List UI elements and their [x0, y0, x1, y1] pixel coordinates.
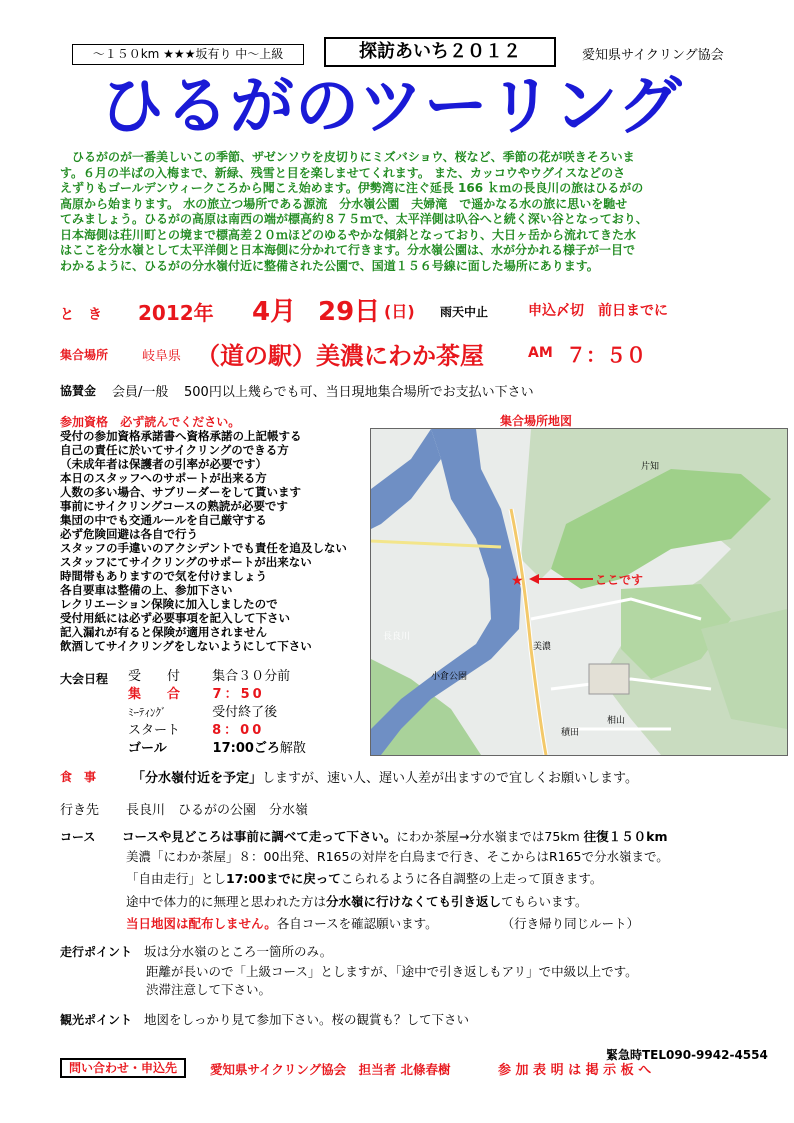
contact-box-text: 問い合わせ・申込先: [68, 1061, 177, 1075]
list-item: スタッフにてサイクリングのサポートが出来ない: [60, 555, 312, 569]
distance-box: [72, 44, 304, 65]
course-text: てもらいます。: [501, 894, 588, 909]
meal-text: しますが、速い人、遅い人差が出ますので宜しくお願いします。: [262, 771, 638, 786]
list-item: 飲酒してサイクリングをしないようにして下さい: [60, 639, 312, 653]
schedule-value: 集合３０分前: [212, 669, 291, 684]
list-item: 必ず危険回避は各自で行う: [60, 527, 198, 541]
map-label: 積田: [561, 728, 580, 738]
organizer-top: 愛知県サイクリング協会: [582, 48, 724, 63]
meeting-label: 集合場所: [60, 348, 109, 362]
course-line-3: [126, 869, 602, 887]
map-label: 美濃: [533, 642, 552, 652]
meeting-map: [370, 428, 788, 756]
list-item: 各自要車は整備の上、参加下さい: [60, 583, 233, 597]
map-label: 長良川: [383, 632, 411, 642]
meal-label: 食 事: [60, 770, 97, 784]
qualification-label: 参加資格: [60, 415, 109, 429]
destination-label: 行き先: [60, 803, 100, 818]
schedule-value: 17:00ごろ: [212, 741, 280, 756]
schedule-row: [128, 686, 306, 704]
schedule-label: 大会日程: [60, 672, 109, 686]
course-text: 「自由走行」とし: [126, 871, 227, 886]
intro-line: えずりもゴールデンウィークころから聞こえ始めます。伊勢湾に注ぐ延長 166 ｋｍの長良川の旅はひるがの: [60, 181, 644, 195]
course-label: コース: [60, 830, 96, 844]
meeting-place: （道の駅）美濃にわか茶屋: [196, 342, 484, 370]
map-label: 小倉公園: [431, 672, 468, 682]
list-item: スタッフの手違いのアクシデントでも責任を追及しない: [60, 541, 347, 555]
intro-line: ひるがのが一番美しいこの季節、ザゼンソウを皮切りにミズバショウ、桜など、季節の花が咲きそろいま: [60, 150, 635, 164]
course-text: （行き帰り同じルート）: [501, 916, 640, 931]
fee-type: 会員/一般: [112, 385, 169, 400]
course-text: 分水嶺に行けなくても引き返し: [326, 894, 502, 909]
when-dow: (日): [384, 302, 415, 321]
course-text: 当日地図は配布しません。: [126, 916, 277, 931]
qualification-must: 必ず読んでください。: [120, 415, 241, 429]
schedule-row: [128, 740, 306, 758]
footer-organizer: 愛知県サイクリング協会 担当者 北條春樹: [210, 1062, 451, 1077]
meeting-time: ７：５０: [566, 343, 646, 367]
course-text: こられるように各自調整の上走って頂きます。: [340, 871, 603, 886]
contact-box: [60, 1058, 186, 1078]
meal-quote: 「分水嶺付近を予定」: [132, 771, 263, 786]
when-deadline: 申込〆切 前日までに: [528, 303, 668, 319]
list-item: （未成年者は保護者の引率が必要です）: [60, 457, 267, 471]
when-label: と き: [60, 307, 102, 323]
qualification-title: [60, 413, 240, 430]
intro-line: す。６月の半ばの入梅まで、新緑、残雪と目を楽しませてくれます。 また、カッコウやウグイスなどのさ: [60, 165, 626, 180]
page-title: ひるがのツーリング: [100, 70, 683, 144]
schedule-key: ﾐｰﾃｨﾝｸﾞ: [128, 706, 167, 719]
list-item: 人数の多い場合、サブリーダーをして貰います: [60, 485, 302, 499]
marker-star-icon: ★: [511, 573, 524, 589]
schedule-row: [128, 722, 306, 740]
course-line-4: [126, 892, 588, 910]
when-rain: 雨天中止: [440, 305, 489, 319]
course-text: コースや見どころは事前に調べて走って下さい。: [122, 829, 397, 844]
when-year: 2012年: [138, 301, 214, 325]
list-item: 集団の中でも交通ルールを自己厳守する: [60, 513, 267, 527]
course-text: にわか茶屋→分水嶺までは75km: [396, 829, 580, 844]
intro-line: わかるように、ひるがの分水嶺付近に整備された公園で、国道１５６号線に面した場所にあります。: [60, 258, 599, 273]
points-line-2: 距離が長いので「上級コース」としますが、「途中で引き返しもアリ」で中級以上です。: [146, 964, 638, 979]
schedule-value: 7：50: [212, 687, 265, 702]
when-day: 29日: [318, 297, 381, 327]
sightseeing-text: 地図をしっかり見て参加下さい。桜の観賞も？して下さい: [144, 1012, 470, 1027]
intro-paragraph: [60, 150, 750, 274]
points-line-3: 渋滞注意して下さい。: [146, 982, 272, 997]
course-line-5: [126, 914, 639, 932]
fee-amount: 500円以上幾らでも可、当日現地集合場所でお支払い下さい: [184, 385, 534, 400]
schedule-row: [128, 704, 306, 722]
course-text: 17:00までに戻って: [226, 871, 341, 886]
schedule-value: 受付終了後: [212, 705, 278, 720]
emergency-phone: 緊急時TEL090-9942-4554: [606, 1048, 768, 1062]
map-svg: [371, 429, 787, 755]
points-label: 走行ポイント: [60, 945, 133, 959]
list-item: 受付用紙には必ず必要事項を記入して下さい: [60, 611, 290, 625]
list-item: 事前にサイクリングコースの熟読が必要です: [60, 499, 288, 513]
intro-line: 日本海側は荘川町との境まで標高差２０ｍほどのゆるやかな傾斜となっており、大日ヶ岳から流れてきた水: [60, 227, 637, 242]
map-title: 集合場所地図: [500, 414, 573, 428]
list-item: 本日のスタッフへのサポートが出来る方: [60, 471, 267, 485]
list-item: 記入漏れが有ると保険が適用されません: [60, 625, 267, 639]
series-box: [324, 37, 556, 67]
list-item: 自己の責任に於いてサイクリングのできる方: [60, 443, 289, 457]
course-line-2: 美濃「にわか茶屋」８：00出発、R165の対岸を白鳥まで行き、そこからはR165で分水嶺まで。: [126, 849, 669, 864]
schedule-row: [128, 668, 306, 686]
sightseeing-label: 観光ポイント: [60, 1013, 133, 1027]
distance-text: ～１５０km ★★★坂有り 中～上級: [92, 47, 284, 61]
course-text: 各自コースを確認願います。: [276, 916, 438, 931]
intro-line: はここを分水嶺として太平洋側と日本海側に分かれて行きます。分水嶺公園は、水が分かれる様子が一目で: [60, 243, 636, 257]
schedule-key: スタート: [128, 723, 181, 738]
schedule-suffix: 解散: [279, 741, 306, 756]
intro-line: てみましょう。ひるがの高原は南西の端が標高約８７５ｍで、太平洋側は叺谷へと続く深い谷となっており、: [60, 212, 648, 226]
schedule-table: [128, 668, 306, 758]
map-label: 相山: [607, 716, 626, 726]
list-item: レクリエーション保険に加入しましたので: [60, 597, 278, 611]
course-line-1: [122, 827, 668, 845]
footer-notice: 参 加 表 明 は 掲 示 板 へ: [498, 1063, 652, 1078]
points-line-1: 坂は分水嶺のところ一箇所のみ。: [144, 944, 333, 959]
schedule-key: ゴール: [128, 741, 167, 756]
series-text: 探訪あいち２０１２: [359, 41, 521, 62]
meeting-ampm: AM: [528, 345, 553, 361]
course-text: 往復１５０km: [583, 829, 668, 844]
list-item: 受付の参加資格承諾書へ資格承諾の上記帳する: [60, 429, 302, 443]
intro-line: 高原から始まります。 水の旅立つ場所である源流 分水嶺公園 夫婦滝 で遥かなる水の旅に思いを馳せ: [60, 196, 628, 211]
schedule-key: 受 付: [128, 669, 181, 684]
fee-label: 協賛金: [60, 384, 97, 398]
schedule-value: 8：00: [212, 723, 265, 738]
list-item: 時間帯もありますので気を付けましょう: [60, 569, 267, 583]
schedule-key: 集 合: [128, 687, 181, 702]
when-month: 4月: [252, 297, 297, 327]
qualification-list: [60, 429, 360, 653]
map-here-label: ここです: [595, 573, 644, 587]
meeting-pref: 岐阜県: [142, 349, 182, 364]
map-label: 片知: [641, 462, 660, 472]
meal-line: [132, 767, 638, 786]
destination-text: 長良川 ひるがの公園 分水嶺: [126, 803, 309, 818]
course-text: 途中で体力的に無理と思われた方は: [126, 894, 327, 909]
